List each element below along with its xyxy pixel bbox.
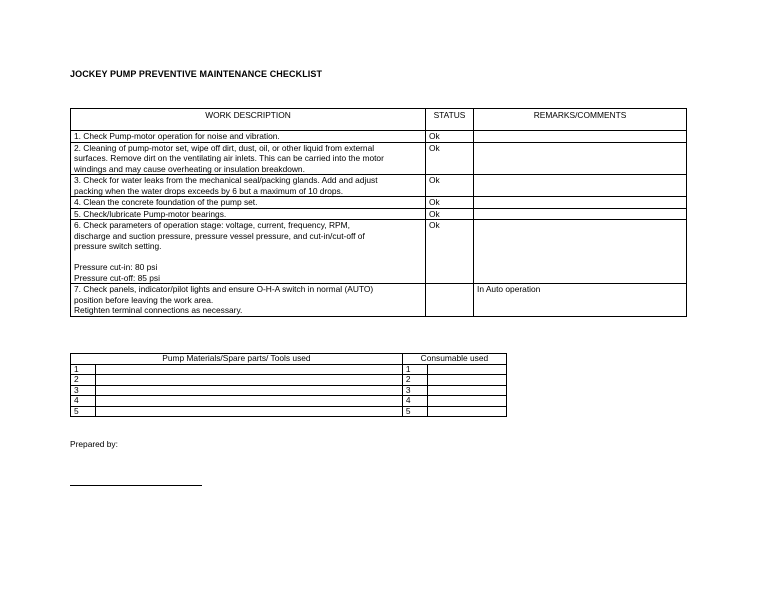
description-line: 6. Check parameters of operation stage: voltage, current, frequency, RPM, (74, 220, 350, 230)
consumable-value-cell (427, 396, 506, 407)
remarks-cell: In Auto operation (474, 284, 687, 317)
status-cell: Ok (426, 208, 474, 220)
work-description-cell (71, 175, 426, 197)
parts-header-row (71, 354, 507, 365)
checklist-row (71, 220, 687, 284)
parts-row (71, 406, 507, 417)
materials-value-cell (96, 385, 403, 396)
remarks-cell (474, 131, 687, 143)
work-description-cell (71, 197, 426, 209)
page-title: JOCKEY PUMP PREVENTIVE MAINTENANCE CHECKLIST (70, 69, 323, 79)
work-description-header: WORK DESCRIPTION (71, 109, 426, 131)
work-description-cell (71, 142, 426, 175)
description-line: 1. Check Pump-motor operation for noise and vibration. (74, 131, 280, 141)
table-header-row (71, 109, 687, 131)
description-line: 2. Cleaning of pump-motor set, wipe off dirt, dust, oil, or other liquid from external (74, 142, 375, 153)
work-description-cell (71, 284, 426, 317)
description-line: Retighten terminal connections as necessary. (74, 305, 243, 315)
description-line: 4. Clean the concrete foundation of the pump set. (74, 197, 258, 207)
materials-number-cell: 3 (71, 385, 96, 396)
work-description-cell (71, 131, 426, 143)
status-header: STATUS (426, 109, 474, 131)
status-cell: Ok (426, 142, 474, 175)
status-cell (426, 284, 474, 317)
remarks-cell (474, 175, 687, 197)
description-line: Pressure cut-off: 85 psi (74, 272, 160, 283)
remarks-cell (474, 208, 687, 220)
consumable-number-cell: 4 (402, 396, 427, 407)
parts-row (71, 364, 507, 375)
checklist-row (71, 197, 687, 209)
description-line: position before leaving the work area. (74, 294, 214, 305)
remarks-header: REMARKS/COMMENTS (474, 109, 687, 131)
materials-number-cell: 5 (71, 406, 96, 417)
description-line: windings and may cause overheating or insulation breakdown. (74, 163, 305, 174)
maintenance-checklist-table (70, 108, 687, 317)
materials-value-cell (96, 364, 403, 375)
materials-number-cell: 1 (71, 364, 96, 375)
materials-number-cell: 2 (71, 375, 96, 386)
consumable-value-cell (427, 375, 506, 386)
parts-row (71, 385, 507, 396)
prepared-by-label: Prepared by: (70, 439, 118, 449)
status-cell: Ok (426, 175, 474, 197)
checklist-row (71, 175, 687, 197)
description-line: Pressure cut-in: 80 psi (74, 262, 158, 272)
remarks-cell (474, 220, 687, 284)
description-line: 7. Check panels, indicator/pilot lights and ensure O-H-A switch in normal (AUTO) (74, 284, 374, 294)
work-description-cell (71, 220, 426, 284)
status-cell: Ok (426, 197, 474, 209)
consumable-number-cell: 5 (402, 406, 427, 417)
checklist-row (71, 284, 687, 317)
checklist-row (71, 208, 687, 220)
consumable-header: Consumable used (402, 354, 506, 365)
description-line: discharge and suction pressure, pressure vessel pressure, and cut-in/cut-off of (74, 230, 365, 241)
parts-row (71, 375, 507, 386)
materials-header: Pump Materials/Spare parts/ Tools used (71, 354, 403, 365)
consumable-value-cell (427, 364, 506, 375)
remarks-cell (474, 142, 687, 175)
materials-value-cell (96, 406, 403, 417)
materials-value-cell (96, 375, 403, 386)
checklist-row (71, 142, 687, 175)
status-cell: Ok (426, 131, 474, 143)
description-line: pressure switch setting. (74, 241, 162, 251)
description-line: 5. Check/lubricate Pump-motor bearings. (74, 208, 227, 219)
description-line: surfaces. Remove dirt on the ventilating air inlets. This can be carried into the motor (74, 153, 384, 163)
consumable-value-cell (427, 385, 506, 396)
status-cell: Ok (426, 220, 474, 284)
signature-line (70, 484, 202, 486)
consumable-number-cell: 2 (402, 375, 427, 386)
consumable-number-cell: 3 (402, 385, 427, 396)
description-line: 3. Check for water leaks from the mechanical seal/packing glands. Add and adjust (74, 175, 378, 185)
checklist-row (71, 131, 687, 143)
work-description-cell (71, 208, 426, 220)
parts-used-table (70, 353, 507, 417)
materials-number-cell: 4 (71, 396, 96, 407)
consumable-number-cell: 1 (402, 364, 427, 375)
parts-row (71, 396, 507, 407)
description-line: packing when the water drops exceeds by 6 but a maximum of 10 drops. (74, 185, 344, 196)
remarks-cell (474, 197, 687, 209)
consumable-value-cell (427, 406, 506, 417)
description-line (74, 252, 422, 263)
materials-value-cell (96, 396, 403, 407)
